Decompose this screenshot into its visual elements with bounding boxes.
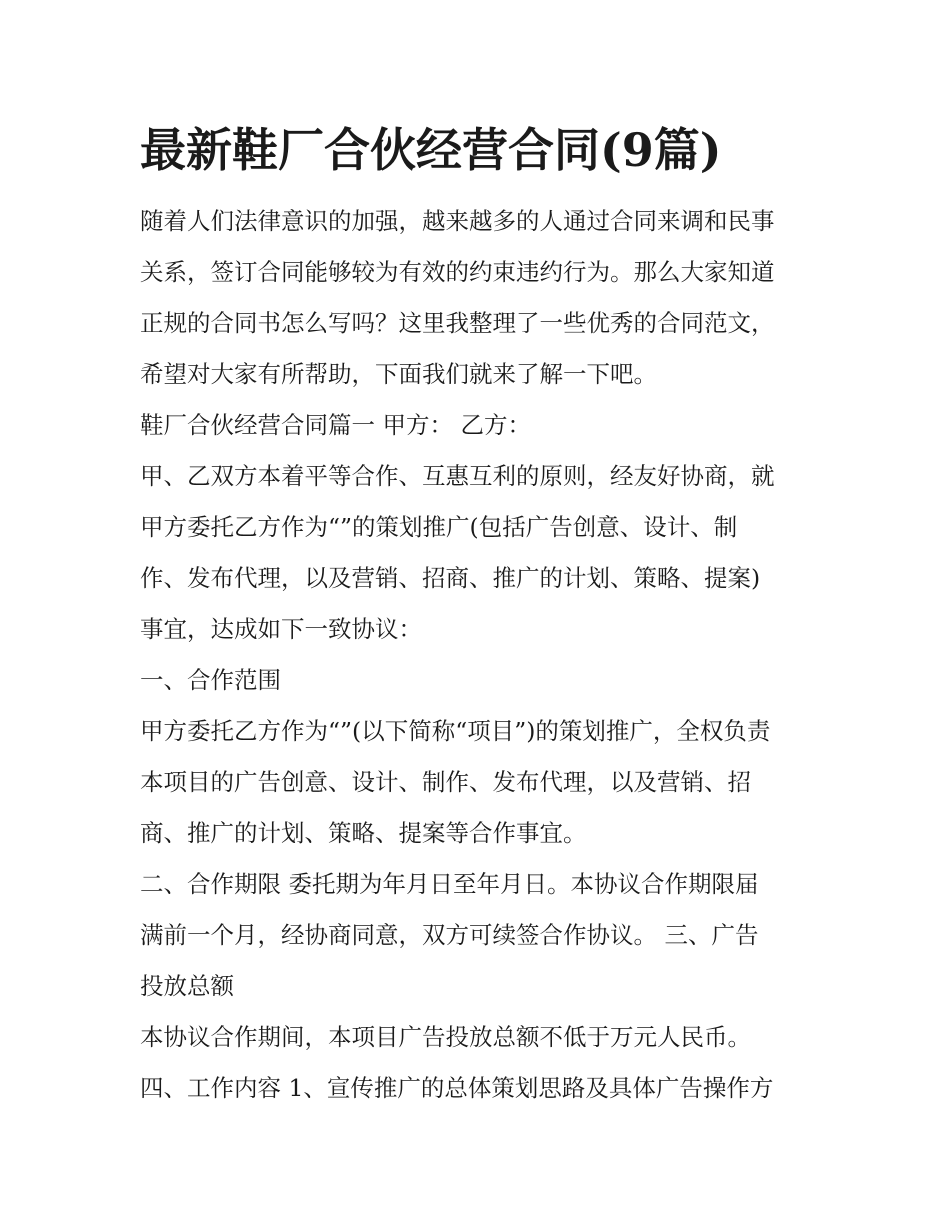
paragraph-line: 甲、乙双方本着平等合作、互惠互利的原则，经友好协商，就	[140, 462, 775, 490]
paragraph-line: 事宜，达成如下一致协议：	[140, 615, 422, 643]
paragraph-line: 作、发布代理，以及营销、招商、推广的计划、策略、提案)	[140, 564, 761, 592]
paragraph-line: 关系，签订合同能够较为有效的约束违约行为。那么大家知道	[140, 258, 775, 286]
document-title: 最新鞋厂合伙经营合同(9篇)	[140, 123, 722, 177]
paragraph-line: 甲方委托乙方作为“”(以下简称“项目”)的策划推广，全权负责	[140, 717, 771, 745]
paragraph-line: 本项目的广告创意、设计、制作、发布代理，以及营销、招	[140, 768, 751, 796]
paragraph-line: 满前一个月，经协商同意，双方可续签合作协议。 三、广告	[140, 921, 759, 949]
paragraph-line: 商、推广的计划、策略、提案等合作事宜。	[140, 819, 587, 847]
paragraph-line: 二、合作期限 委托期为年月日至年月日。本协议合作期限届	[140, 870, 759, 898]
section-heading: 一、合作范围	[140, 666, 281, 694]
paragraph-line: 本协议合作期间，本项目广告投放总额不低于万元人民币。	[140, 1023, 751, 1051]
paragraph-line: 四、工作内容 1、宣传推广的总体策划思路及具体广告操作方	[140, 1074, 774, 1102]
paragraph-line: 鞋厂合伙经营合同篇一 甲方： 乙方：	[140, 411, 531, 439]
document-content	[140, 112, 820, 1114]
paragraph-line: 随着人们法律意识的加强，越来越多的人通过合同来调和民事	[140, 207, 775, 235]
paragraph-line: 投放总额	[140, 972, 234, 1000]
paragraph-line: 希望对大家有所帮助，下面我们就来了解一下吧。	[140, 360, 657, 388]
paragraph-line: 甲方委托乙方作为“”的策划推广(包括广告创意、设计、制	[140, 513, 738, 541]
paragraph-line: 正规的合同书怎么写吗？这里我整理了一些优秀的合同范文，	[140, 309, 775, 337]
